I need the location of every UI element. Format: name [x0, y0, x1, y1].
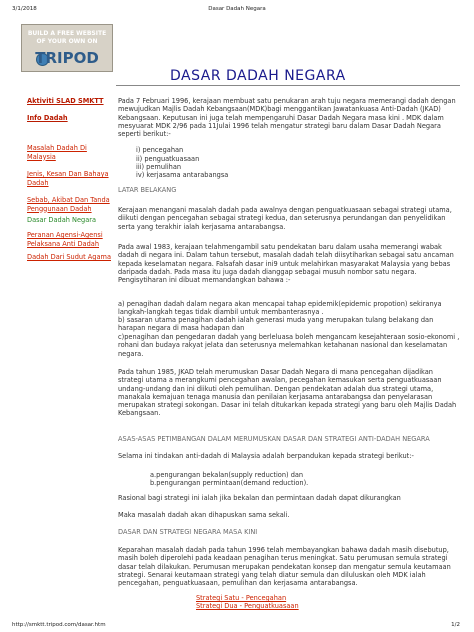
- asas-heading: ASAS-ASAS PETIMBANGAN DALAM MERUMUSKAN DASAR DAN STRATEGI ANTI-DADAH NEGARA: [118, 435, 430, 443]
- asas-point-b: b.pengurangan permintaan(demand reduction).: [150, 479, 309, 487]
- page-title: DASAR DADAH NEGARA: [170, 68, 346, 84]
- intro-paragraph: Pada 7 Februari 1996, kerajaan membuat satu penukaran arah tuju negara memerangi dadah dengan mewujudkan Majlis Dadah Kebangsaan(MDK)bagi menggantikan Jawatankuasa Anti-Dadah (JKAD) Kebangsaan. Keputusan ini juga telah mempengaruhi Dasar Dadah Negara masa kini . MDK dalam mesyuarat MDK 2/96 pada 11Julai 1996 telah mengatur strategi baru dalam Dasar Dadah Negara seperti berikut:-: [118, 97, 456, 139]
- asas-paragraph-1: Selama ini tindakan anti-dadah di Malaysia adalah berpandukan kepada strategi berikut:-: [118, 452, 414, 460]
- dasar-paragraph-1: Keparahan masalah dadah pada tahun 1996 telah membayangkan bahawa dadah masih disebutup, masih boleh diperolehi pada keadaan penagihan terus meningkat. Satu perumusan semula strategi dasar telah dilakukan. Perumusan merupakan pendekatan konsep dan mengatur semula keutamaan strategi. Senarai keutamaan strategi yang telah diatur semula dan diluluskan oleh MDK ialah pencegahan, penguatkuasaan, pemulihan dan kerjasama antarabangsa.: [118, 546, 451, 588]
- banner-line1: BUILD A FREE WEBSITE: [27, 30, 107, 37]
- nav-masalah-dadah[interactable]: Masalah Dadah Di Malaysia: [27, 144, 87, 161]
- asas-point-a: a.pengurangan bekalan(supply reduction) dan: [150, 471, 304, 479]
- latar-heading: LATAR BELAKANG: [118, 186, 177, 194]
- nav-aktiviti[interactable]: Aktiviti SLAD SMKTT: [27, 97, 104, 105]
- nav-peranan-agensi[interactable]: Peranan Agensi-Agensi Pelaksana Anti Dadah: [27, 231, 103, 248]
- strategy-item-2: ii) penguatkuasaan: [136, 155, 200, 163]
- banner-brand: TRIPOD: [35, 49, 99, 67]
- latar-paragraph-1: Kerajaan menangani masalah dadah pada awalnya dengan penguatkuasaan sebagai strategi utama, diikuti dengan pencegahan sebagai strategi kedua, dan seterusnya perundangan dan penyelidikan serta yang terakhir ialah kerjasama antarabangsa.: [118, 206, 452, 231]
- nav-jenis-kesan[interactable]: Jenis, Kesan Dan Bahaya Dadah: [27, 170, 109, 187]
- print-page-number: 1/2: [451, 622, 460, 628]
- asas-paragraph-2: Rasional bagi strategi ini ialah jika bekalan dan permintaan dadah dapat dikurangkan: [118, 494, 401, 502]
- banner-line2: OF YOUR OWN ON: [36, 38, 98, 45]
- nav-sudut-agama[interactable]: Dadah Dari Sudut Agama: [27, 253, 111, 261]
- asas-paragraph-3: Maka masalah dadah akan dihapuskan sama sekali.: [118, 511, 290, 519]
- strategy-item-3: iii) pemulihan: [136, 163, 182, 171]
- strategy-link-2-row: [196, 602, 396, 610]
- latar-point-c: c)penagihan dan pengedaran dadah yang berleluasa boleh mengancam kesejahteraan sosio-ekonomi , rohani dan budaya rakyat jelata dan seterusnya melemahkan ketahanan nasional dan keselamatan negara.: [118, 333, 460, 358]
- title-divider: [116, 85, 460, 86]
- print-title: Dasar Dadah Negara: [208, 6, 266, 12]
- tripod-banner[interactable]: [21, 24, 113, 72]
- print-url: http://smktt.tripod.com/dasar.htm: [12, 622, 106, 628]
- latar-paragraph-3: Pada tahun 1985, JKAD telah merumuskan Dasar Dadah Negara di mana pencegahan dijadikan strategi utama a merangkumi pencegahan awalan, pecegahan kemasukan serta penguatkuasaan undang-undang dan ini diikuti oleh pemulihan. Dengan pendekatan adalah dua strategi utama, manakala kemajuan tenaga manusia dan penilaian kerjasama antarabangsa dan penyelarasan merupakan strategi sokongan. Dasar ini telah ditukarkan kepada strategi yang baru oleh Majlis Dadah Kebangsaan.: [118, 368, 457, 418]
- nav-sebab-akibat[interactable]: Sebab, Akibat Dan Tanda Penggunaan Dadah: [27, 196, 110, 213]
- dasar-heading: DASAR DAN STRATEGI NEGARA MASA KINI: [118, 528, 258, 536]
- strategy-item-1: i) pencegahan: [136, 146, 184, 154]
- strategy-link-pencegahan[interactable]: Strategi Satu - Pencegahan: [196, 594, 287, 602]
- latar-point-a: a) penagihan dadah dalam negara akan mencapai tahap epidemik(epidemic propotion) sekiranya langkah-langkah tegas tidak diambil untuk membanterasnya .: [118, 300, 442, 317]
- strategy-item-4: iv) kerjasama antarabangsa: [136, 171, 229, 179]
- strategy-link-penguatkuasaan[interactable]: Strategi Dua - Penguatkuasaan: [196, 602, 299, 610]
- latar-point-b: b) sasaran utama penagihan dadah ialah generasi muda yang merupakan tulang belakang dan harapan negara di masa hadapan dan: [118, 316, 434, 333]
- latar-paragraph-2: Pada awal 1983, kerajaan telahmengambil satu pendekatan baru dalam usaha memerangi wabak dadah di negara ini. Dalam tahun tersebut, masalah dadah telah diisytiharkan sebagai satu ancaman kepada keselamatan negara. Falsafah dasar ini9 untuk melahirkan masyarakat Malaysia yang bebas daripada dadah. Pada masa itu juga dadah dianggap sebagai musuh nombor satu negara. Pengisytiharan ini dibuat memandangkan bahawa :-: [118, 243, 454, 285]
- print-date: 3/1/2018: [12, 6, 37, 12]
- nav-dasar-dadah-active[interactable]: Dasar Dadah Negara: [27, 216, 96, 224]
- nav-info-dadah[interactable]: Info Dadah: [27, 114, 68, 122]
